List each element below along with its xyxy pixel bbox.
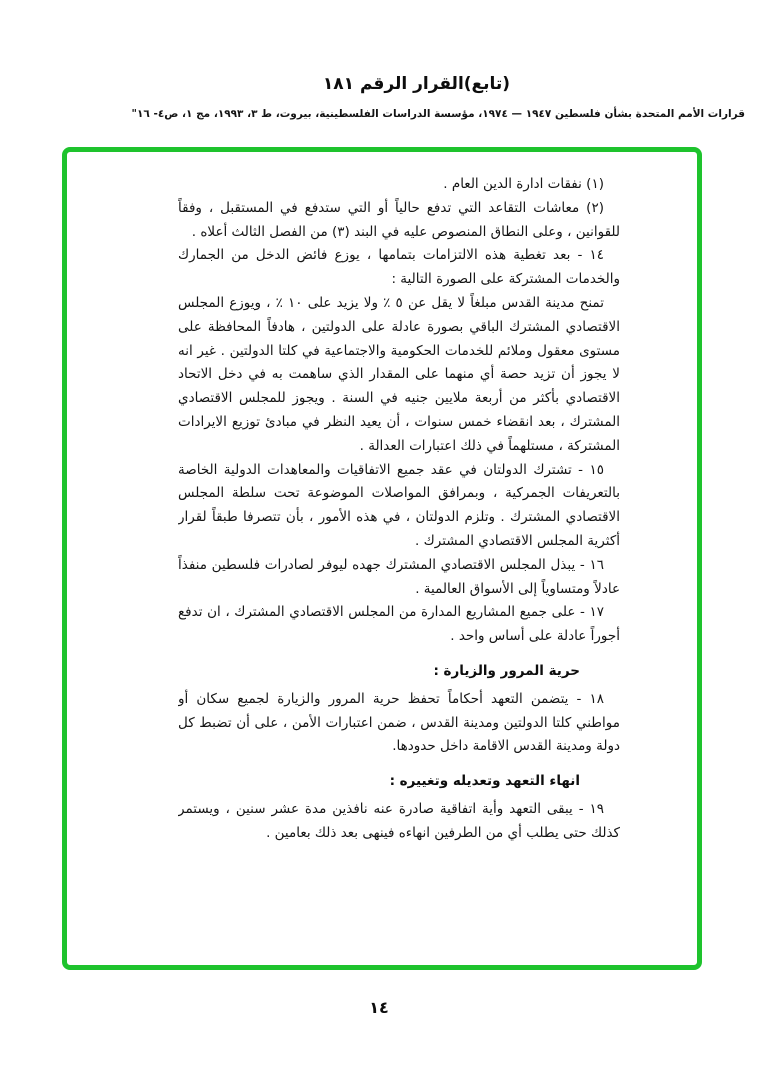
- document-body: [178, 173, 620, 955]
- paragraph-clause-16: ١٦ - يبذل المجلس الاقتصادي المشترك جهده ليوفر لصادرات فلسطين منفذاً عادلاً ومتساوياً إلى الأسواق العالمية .: [178, 556, 620, 597]
- paragraph-clause-17: ١٧ - على جميع المشاريع المدارة من المجلس الاقتصادي المشترك ، ان تدفع أجوراً عادلة على أساس واحد .: [178, 604, 620, 645]
- paragraph-clause-14: ١٤ - بعد تغطية هذه الالتزامات بتمامها ، يوزع فائض الدخل من الجمارك والخدمات المشتركة على الصورة التالية :: [178, 247, 620, 288]
- section-heading-termination: انهاء التعهد وتعديله وتغييره :: [389, 773, 580, 790]
- paragraph-debt-expenses: (١) نفقات ادارة الدين العام .: [443, 176, 604, 192]
- page-number: ١٤: [369, 998, 389, 1017]
- paragraph-clause-19: ١٩ - يبقى التعهد وأية اتفاقية صادرة عنه نافذين مدة عشر سنين ، ويستمر كذلك حتى يطلب أي من الطرفين انهاءه فينهى بعد ذلك بعامين .: [178, 800, 620, 841]
- paragraph-clause-18: ١٨ - يتضمن التعهد أحكاماً تحفظ حرية المرور والزيارة لجميع سكان أو مواطني كلتا الدولتين ومدينة القدس ، ضمن اعتبارات الأمن ، على أن تضبط كل دولة ومدينة القدس الاقامة داخل حدودها.: [178, 690, 620, 755]
- paragraph-pensions: (٢) معاشات التقاعد التي تدفع حالياً أو التي ستدفع في المستقبل ، وفقاً للقوانين ، وعلى النطاق المنصوص عليه في البند (٣) من الفصل الثالث أعلاه .: [178, 199, 620, 240]
- content-border-box: [62, 147, 702, 970]
- paragraph-jerusalem-allocation: تمنح مدينة القدس مبلغاً لا يقل عن ٥ ٪ ولا يزيد على ١٠ ٪ ، ويوزع المجلس الاقتصادي المشترك الباقي بصورة عادلة على الدولتين ، هادفاً المحافظة على مستوى معقول وملائم للخدمات الحكومية والاجتماعية في كلتا الدولتين . غير انه لا يجوز أن تزيد حصة أي منهما على المقدار الذي ساهمت به في دخل الاتحاد الاقتصادي بأكثر من أربعة ملايين جنيه في السنة . ويجوز للمجلس الاقتصادي المشترك ، بعد انقضاء خمس سنوات ، أن يعيد النظر في مبادئ توزيع الايرادات المشتركة ، مستلهماً في ذلك اعتبارات العدالة .: [178, 294, 620, 454]
- section-heading-freedom-of-transit: حرية المرور والزيارة :: [433, 662, 580, 679]
- page-title: (تابع)القرار الرقم ١٨١: [322, 74, 511, 94]
- citation-line: قرارات الأمم المتحدة بشأن فلسطين ١٩٤٧ — ١٩٧٤، مؤسسة الدراسات الفلسطينية، بيروت، ط ٣، ١٩٩٣، مج ١، ص٤- ١٦": [131, 108, 745, 120]
- paragraph-clause-15: ١٥ - تشترك الدولتان في عقد جميع الاتفاقيات والمعاهدات الدولية الخاصة بالتعريفات الجمركية ، وبمرافق المواصلات الموضوعة تحت سلطة المجلس الاقتصادي المشترك . وتلزم الدولتان ، في هذه الأمور ، بأن تتصرفا طبقاً لقرار أكثرية المجلس الاقتصادي المشترك .: [178, 461, 620, 549]
